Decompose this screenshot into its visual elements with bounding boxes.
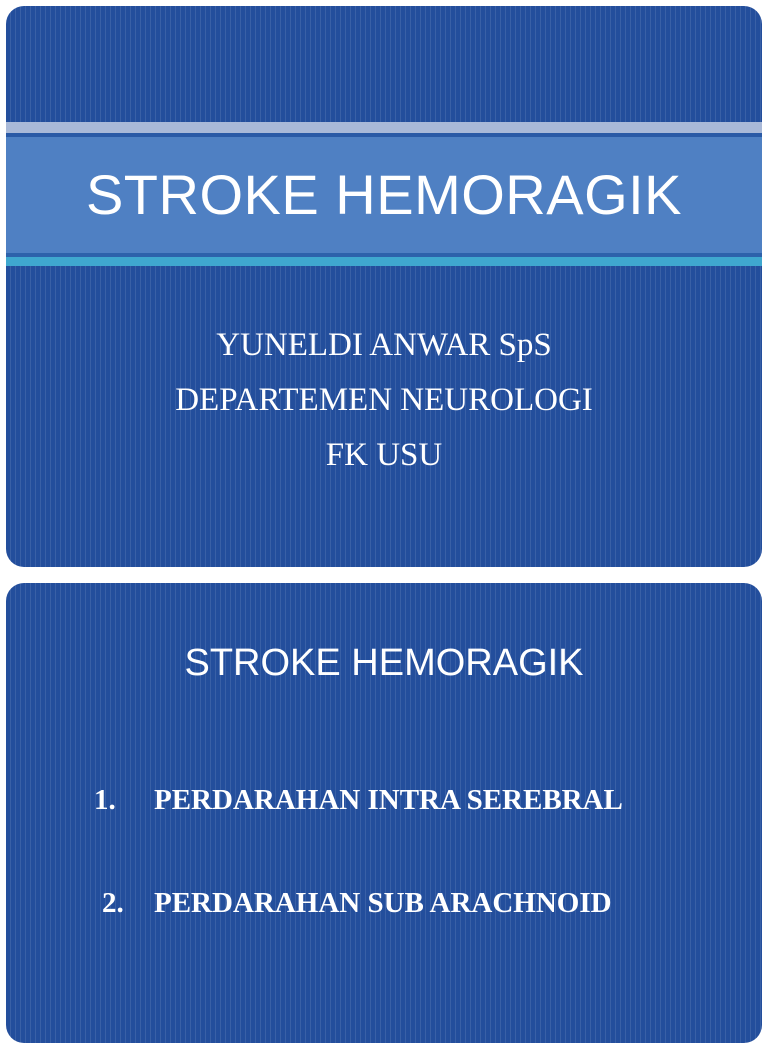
title-band bbox=[6, 122, 762, 266]
slide-title: STROKE HEMORAGIK bbox=[85, 163, 683, 226]
department-name: DEPARTEMEN NEUROLOGI bbox=[175, 382, 593, 418]
author-block bbox=[6, 318, 762, 483]
list-item bbox=[94, 782, 623, 818]
content-slide bbox=[6, 583, 762, 1043]
band-top-line bbox=[6, 122, 762, 133]
list-item-number: 2. bbox=[102, 887, 124, 919]
list-item-number: 1. bbox=[94, 784, 116, 816]
author-name: YUNELDI ANWAR SpS bbox=[216, 327, 552, 363]
list-item bbox=[102, 885, 612, 921]
faculty-name: FK USU bbox=[325, 437, 443, 473]
title-slide bbox=[6, 6, 762, 567]
band-bottom-line bbox=[6, 257, 762, 266]
slide-heading: STROKE HEMORAGIK bbox=[184, 642, 584, 684]
list-item-text: PERDARAHAN INTRA SEREBRAL bbox=[154, 784, 623, 816]
list-item-text: PERDARAHAN SUB ARACHNOID bbox=[154, 887, 612, 919]
